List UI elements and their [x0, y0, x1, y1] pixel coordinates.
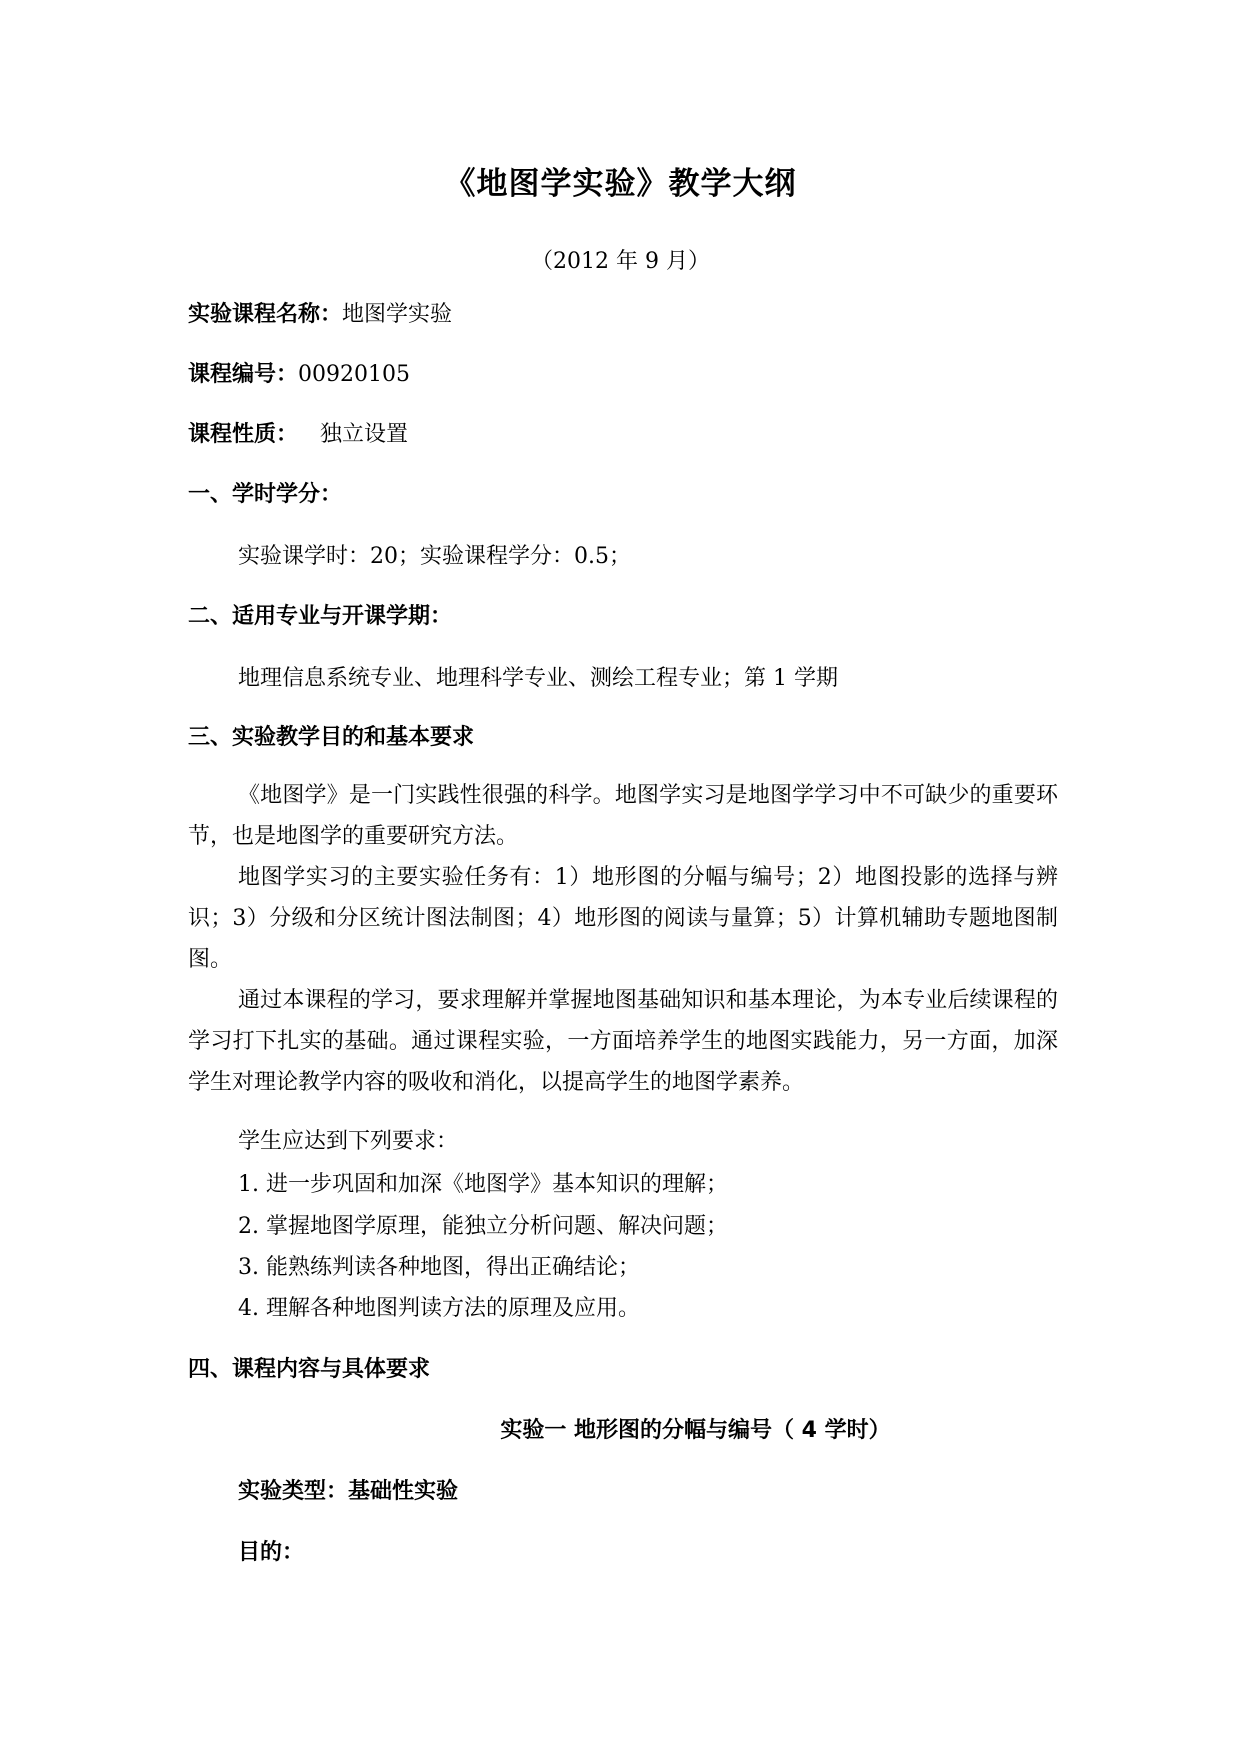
- requirement-item: 3. 能熟练判读各种地图，得出正确结论；: [238, 1255, 640, 1280]
- section3-paragraph-2: 地图学实习的主要实验任务有：1）地形图的分幅与编号；2）地图投影的选择与辨识；3）分级和分区统计图法制图；4）地形图的阅读与量算；5）计算机辅助专题地图制图。: [188, 865, 1058, 972]
- course-name-row: [188, 300, 452, 330]
- section1-heading: 一、学时学分：: [188, 482, 343, 507]
- section2-text: 地理信息系统专业、地理科学专业、测绘工程专业；第 1 学期: [238, 666, 838, 691]
- section4-heading: 四、课程内容与具体要求: [188, 1357, 431, 1382]
- experiment-title: 实验一 地形图的分幅与编号（ 4 学时）: [500, 1418, 891, 1443]
- course-code-label: 课程编号：: [188, 362, 299, 387]
- section3-heading: 三、实验教学目的和基本要求: [188, 725, 475, 750]
- experiment-purpose-label: 目的：: [238, 1540, 305, 1565]
- requirement-item: 4. 理解各种地图判读方法的原理及应用。: [238, 1296, 640, 1321]
- section1-text: 实验课学时：20；实验课程学分：0.5；: [238, 544, 631, 569]
- course-nature-row: [188, 420, 408, 450]
- course-code-row: [188, 360, 410, 390]
- document-date: （2012 年 9 月）: [531, 249, 710, 274]
- course-name-label: 实验课程名称：: [188, 302, 343, 327]
- section3-paragraph-3: 通过本课程的学习，要求理解并掌握地图基础知识和基本理论，为本专业后续课程的学习打下扎实的基础。通过课程实验，一方面培养学生的地图实践能力，另一方面，加深学生对理论教学内容的吸收和消化，以提高学生的地图学素养。: [188, 988, 1058, 1095]
- course-nature-value: 独立设置: [320, 422, 409, 447]
- section3-paragraph-1: 《地图学》是一门实践性很强的科学。地图学实习是地图学学习中不可缺少的重要环节，也是地图学的重要研究方法。: [188, 783, 1058, 849]
- experiment-type: 实验类型：基础性实验: [238, 1479, 459, 1504]
- section3-paragraph-4: 学生应达到下列要求：: [238, 1129, 459, 1154]
- section2-heading: 二、适用专业与开课学期：: [188, 604, 453, 629]
- requirement-item: 1. 进一步巩固和加深《地图学》基本知识的理解；: [238, 1172, 728, 1197]
- course-code-value: 00920105: [298, 362, 410, 387]
- document-title: 《地图学实验》教学大纲: [444, 166, 797, 202]
- course-name-value: 地图学实验: [342, 302, 453, 327]
- course-nature-label: 课程性质：: [188, 422, 299, 447]
- requirement-item: 2. 掌握地图学原理，能独立分析问题、解决问题；: [238, 1214, 728, 1239]
